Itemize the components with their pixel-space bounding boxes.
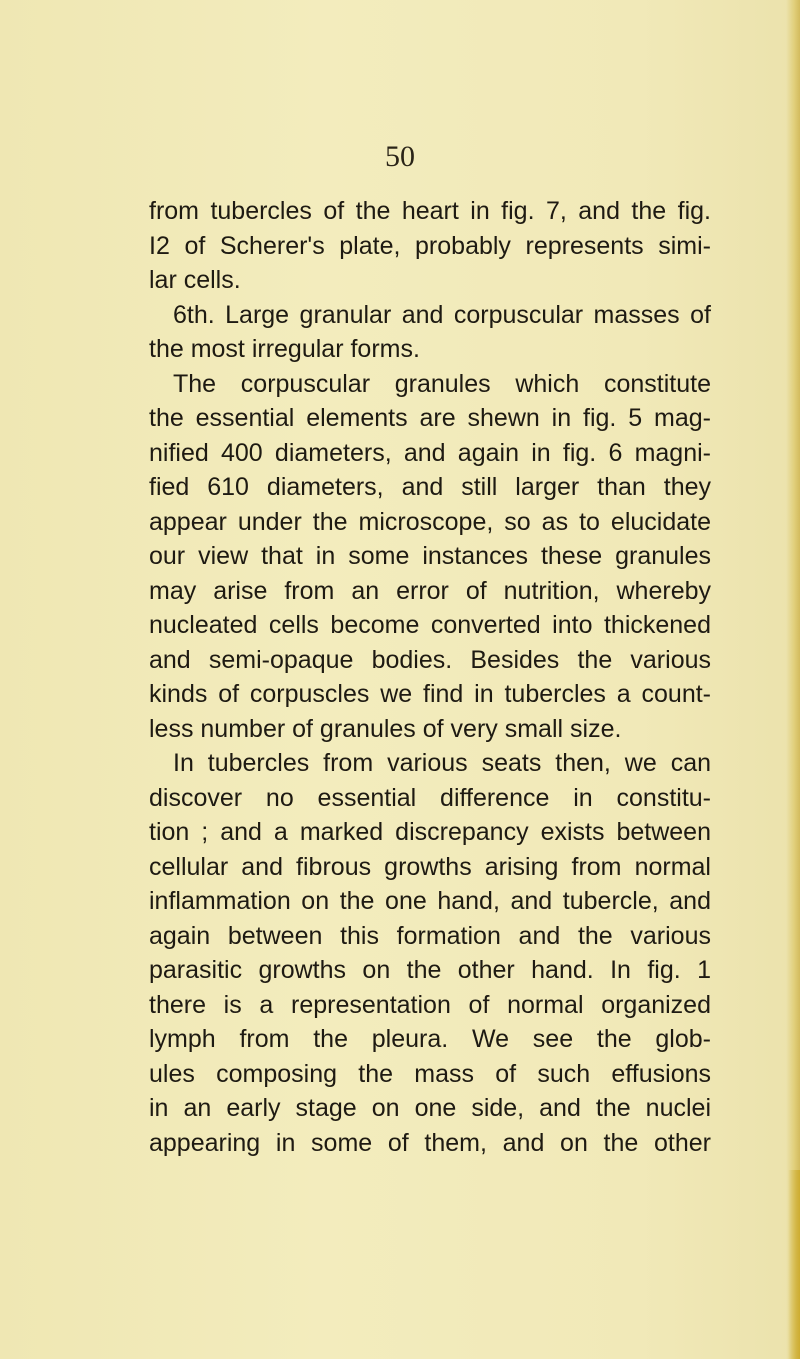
text-line: kinds of corpuscles we find in tubercles a count- bbox=[149, 680, 711, 708]
page-number: 50 bbox=[385, 140, 415, 173]
text-line: the most irregular forms. bbox=[149, 335, 420, 363]
text-line: The corpuscular granules which constitute bbox=[173, 369, 711, 398]
text-line: lar cells. bbox=[149, 266, 241, 294]
text-line: there is a representation of normal organized bbox=[149, 990, 711, 1019]
text-line: from tubercles of the heart in fig. 7, and the fig. bbox=[149, 197, 711, 225]
page-edge-stain bbox=[788, 1170, 800, 1359]
text-line: again between this formation and the various bbox=[149, 921, 711, 950]
text-line: may arise from an error of nutrition, whereby bbox=[149, 576, 711, 605]
text-line: discover no essential difference in constitu- bbox=[149, 783, 711, 812]
text-line: appearing in some of them, and on the other bbox=[149, 1128, 711, 1157]
text-line: appear under the microscope, so as to elucidate bbox=[149, 507, 711, 536]
text-line: nified 400 diameters, and again in fig. 6 magni- bbox=[149, 438, 711, 467]
text-line: ules composing the mass of such effusions bbox=[149, 1059, 711, 1088]
text-line: our view that in some instances these granules bbox=[149, 542, 711, 570]
text-line: lymph from the pleura. We see the glob- bbox=[149, 1025, 711, 1053]
text-line: I2 of Scherer's plate, probably represents simi- bbox=[149, 231, 711, 260]
text-line: less number of granules of very small size. bbox=[149, 714, 622, 743]
text-line: parasitic growths on the other hand. In fig. 1 bbox=[149, 956, 711, 984]
text-line: fied 610 diameters, and still larger than they bbox=[149, 473, 711, 501]
body-text bbox=[149, 194, 711, 1160]
text-line: in an early stage on one side, and the nuclei bbox=[149, 1094, 711, 1122]
text-line: 6th. Large granular and corpuscular masses of bbox=[173, 300, 711, 329]
page-edge-shadow bbox=[786, 0, 800, 1359]
text-line: In tubercles from various seats then, we can bbox=[173, 749, 711, 777]
text-line: the essential elements are shewn in fig. 5 mag- bbox=[149, 404, 711, 432]
text-line: and semi-opaque bodies. Besides the various bbox=[149, 645, 711, 674]
text-line: inflammation on the one hand, and tubercle, and bbox=[149, 887, 711, 915]
text-line: tion ; and a marked discrepancy exists between bbox=[149, 818, 711, 846]
text-line: nucleated cells become converted into thickened bbox=[149, 611, 711, 639]
text-line: cellular and fibrous growths arising from normal bbox=[149, 852, 711, 881]
